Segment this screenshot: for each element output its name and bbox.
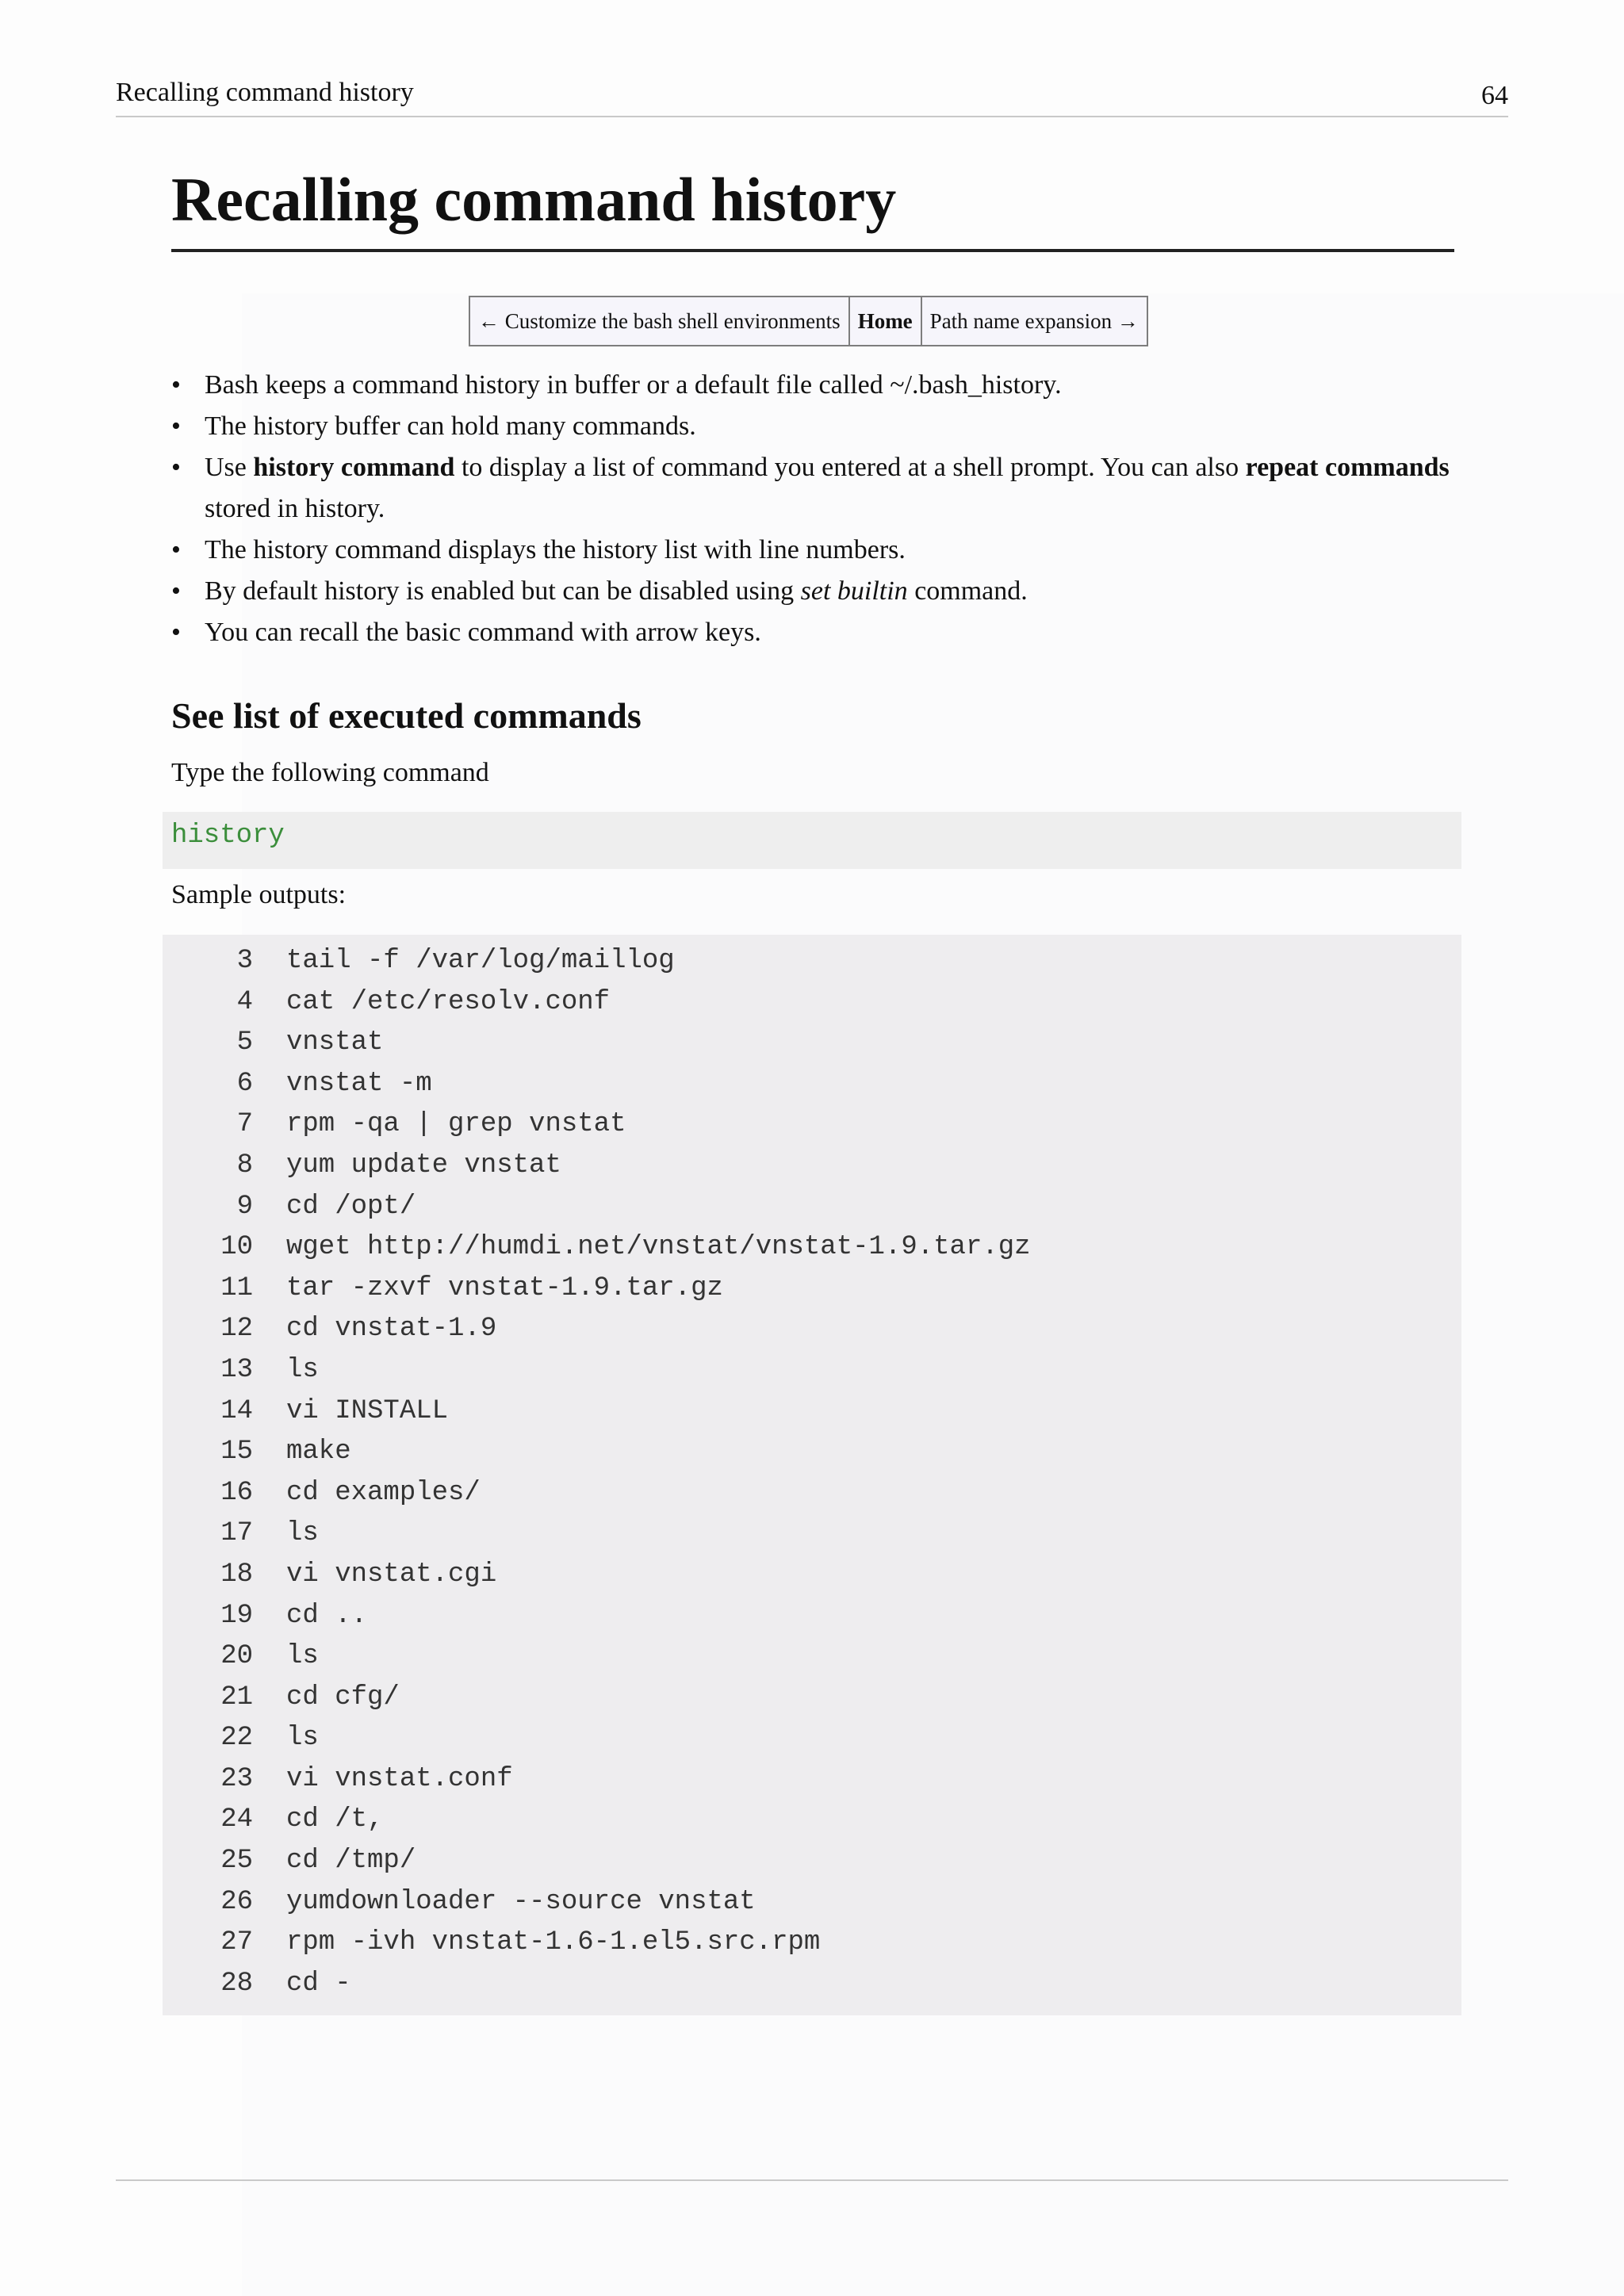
- history-line-number: 4: [236, 986, 253, 1017]
- history-output-block: [163, 935, 1461, 2015]
- nav-home-link[interactable]: Home: [849, 297, 921, 346]
- bold-text: history command: [253, 453, 455, 482]
- history-command: cd -: [286, 1968, 351, 1999]
- history-line-number: 24: [220, 1804, 253, 1835]
- history-command: make: [286, 1437, 351, 1468]
- history-line: [163, 1350, 1461, 1391]
- bold-text: repeat commands: [1245, 453, 1450, 482]
- history-line: [163, 1513, 1461, 1555]
- history-line: [163, 1391, 1461, 1433]
- history-command: cd /opt/: [286, 1191, 416, 1222]
- history-command: tar -zxvf vnstat-1.9.tar.gz: [286, 1272, 723, 1303]
- history-line: [163, 1923, 1461, 1964]
- history-line-number: 22: [220, 1723, 253, 1754]
- history-line: [163, 1882, 1461, 1923]
- page-title: Recalling command history: [171, 160, 1454, 252]
- history-command: vnstat: [286, 1027, 384, 1058]
- section-heading: See list of executed commands: [171, 695, 642, 736]
- history-line: [163, 1473, 1461, 1514]
- history-command: vi vnstat.conf: [286, 1763, 513, 1794]
- history-line-number: 23: [220, 1763, 253, 1794]
- history-command: ls: [286, 1518, 319, 1549]
- history-command: cd vnstat-1.9: [286, 1314, 497, 1345]
- history-line-number: 25: [220, 1846, 253, 1877]
- footer-rule: [116, 2179, 1508, 2181]
- list-item: • The history command displays the history list with line numbers.: [171, 530, 1472, 571]
- history-line: [163, 1023, 1461, 1064]
- history-line-number: 13: [220, 1354, 253, 1385]
- page-number: 64: [1481, 81, 1508, 110]
- history-line: [163, 1636, 1461, 1678]
- history-line-number: 15: [220, 1437, 253, 1468]
- history-line-number: 18: [220, 1559, 253, 1590]
- history-command: rpm -ivh vnstat-1.6-1.el5.src.rpm: [286, 1927, 821, 1958]
- list-item: • You can recall the basic command with arrow keys.: [171, 612, 1472, 653]
- history-line-number: 28: [220, 1968, 253, 1999]
- history-command: vi vnstat.cgi: [286, 1559, 497, 1590]
- text-run: By default history is enabled but can be disabled using: [205, 576, 801, 606]
- history-line: [163, 1432, 1461, 1473]
- history-line-number: 6: [236, 1068, 253, 1099]
- text-run: stored in history.: [205, 494, 385, 523]
- history-command: ls: [286, 1354, 319, 1385]
- sample-outputs-label: Sample outputs:: [171, 880, 347, 909]
- list-item: • Bash keeps a command history in buffer or a default file called ~/.bash_history.: [171, 365, 1472, 406]
- nav-next-link[interactable]: Path name expansion →: [921, 297, 1147, 346]
- history-command: yum update vnstat: [286, 1150, 561, 1181]
- history-line: [163, 1841, 1461, 1882]
- history-line-number: 19: [220, 1600, 253, 1631]
- command-code-block: [163, 812, 1461, 869]
- history-line-number: 10: [220, 1232, 253, 1263]
- history-command: rpm -qa | grep vnstat: [286, 1109, 626, 1140]
- history-line: [163, 1309, 1461, 1350]
- history-line-number: 5: [236, 1027, 253, 1058]
- history-line: [163, 1227, 1461, 1269]
- nav-prev-link[interactable]: ← Customize the bash shell environments: [469, 297, 849, 346]
- text-run: Use: [205, 453, 254, 482]
- history-command: ls: [286, 1723, 319, 1754]
- history-line-number: 27: [220, 1927, 253, 1958]
- history-line: [163, 1964, 1461, 2005]
- history-line: [163, 982, 1461, 1024]
- command-text: history: [171, 821, 285, 851]
- running-header: [116, 78, 1508, 117]
- list-item: • The history buffer can hold many commands.: [171, 406, 1472, 447]
- history-command: cd ..: [286, 1600, 368, 1631]
- history-command: cd /tmp/: [286, 1846, 416, 1877]
- history-command: vnstat -m: [286, 1068, 432, 1099]
- history-line-number: 8: [236, 1150, 253, 1181]
- running-title: Recalling command history: [116, 78, 414, 107]
- history-line: [163, 941, 1461, 982]
- history-line-number: 9: [236, 1191, 253, 1222]
- bullet-list: [171, 365, 1472, 653]
- history-line-number: 11: [220, 1272, 253, 1303]
- intro-text: Type the following command: [171, 758, 489, 787]
- history-line: [163, 1064, 1461, 1105]
- history-line-number: 7: [236, 1109, 253, 1140]
- history-line: [163, 1678, 1461, 1719]
- history-line-number: 20: [220, 1641, 253, 1672]
- history-command: cat /etc/resolv.conf: [286, 986, 611, 1017]
- history-line: [163, 1146, 1461, 1187]
- text-run: to display a list of command you entered at a shell prompt. You can also: [454, 453, 1246, 482]
- history-command: cd /t,: [286, 1804, 384, 1835]
- history-command: cd examples/: [286, 1477, 481, 1508]
- history-line: [163, 1800, 1461, 1841]
- history-command: ls: [286, 1641, 319, 1672]
- history-command: wget http://humdi.net/vnstat/vnstat-1.9.tar.gz: [286, 1232, 1031, 1263]
- history-line: [163, 1596, 1461, 1637]
- history-line-number: 12: [220, 1314, 253, 1345]
- history-command: yumdownloader --source vnstat: [286, 1886, 756, 1917]
- history-line-number: 3: [236, 946, 253, 976]
- history-line-number: 14: [220, 1395, 253, 1426]
- list-item: [171, 447, 1472, 530]
- history-command: vi INSTALL: [286, 1395, 449, 1426]
- history-command: cd cfg/: [286, 1682, 400, 1712]
- history-line: [163, 1718, 1461, 1759]
- history-line: [163, 1104, 1461, 1146]
- history-line-number: 17: [220, 1518, 253, 1549]
- history-line-number: 16: [220, 1477, 253, 1508]
- italic-text: set builtin: [800, 576, 908, 606]
- history-line: [163, 1759, 1461, 1800]
- history-line-number: 26: [220, 1886, 253, 1917]
- history-line-number: 21: [220, 1682, 253, 1712]
- list-item: [171, 571, 1472, 612]
- history-command: tail -f /var/log/maillog: [286, 946, 675, 976]
- history-line: [163, 1555, 1461, 1596]
- navigation-table: [469, 296, 1148, 346]
- text-run: command.: [907, 576, 1028, 606]
- history-line: [163, 1187, 1461, 1228]
- history-line: [163, 1269, 1461, 1310]
